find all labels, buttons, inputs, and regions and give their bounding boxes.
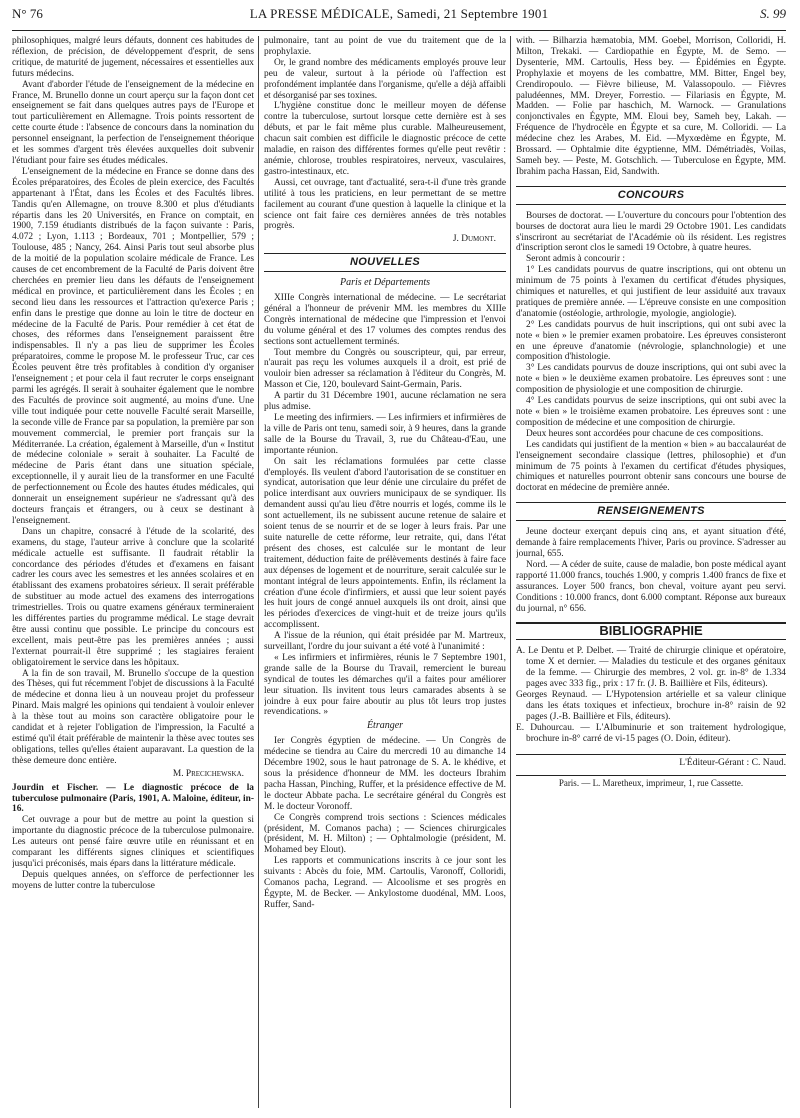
paragraph: philosophiques, malgré leurs défauts, donnent ces habitudes de réflexion, de précision, de développement d'esprit, de sens critique, de maturité de jugement, nécessaires et essentielles aux futurs médecins.: [12, 36, 254, 79]
column-3: [516, 36, 786, 1114]
section-heading-concours: CONCOURS: [516, 186, 786, 205]
paragraph: 3° Les candidats pourvus de douze inscriptions, qui ont subi avec la note « bien » le deuxième examen probatoire. Les épreuves sont : une composition de physiologie et une composition de chirurgie.: [516, 363, 786, 396]
paragraph: Bourses de doctorat. — L'ouverture du concours pour l'obtention des bourses de doctorat aura lieu le mardi 29 Octobre 1901. Les candidats s'inscriront au secrétariat de l'Académie où ils résident. Les registres d'inscription seront clos le samedi 19 Octobre, à quatre heures.: [516, 210, 786, 254]
paragraph: Depuis quelques années, on s'efforce de perfectionner les moyens de lutter contre la tuberculose: [12, 869, 254, 891]
column-1: [12, 36, 254, 1114]
paragraph: Cet ouvrage a pour but de mettre au point la question si importante du diagnostic précoce de la tuberculose pulmonaire. Les auteurs ont pensé faire œuvre utile en réunissant et en comparant les différents signes cliniques et scientifiques jusqu'ici préconisés, mais épars dans la littérature médicale.: [12, 815, 254, 869]
paragraph: 2° Les candidats pourvus de huit inscriptions, qui ont subi avec la note « bien » le premier examen probatoire. Les épreuves consisteront en une épreuve d'anatomie (névrologie, splanchnologie) et une composition d'histologie.: [516, 319, 786, 363]
paragraph: A l'issue de la réunion, qui était présidée par M. Martreux, surveillant, l'ordre du jour suivant a été voté à l'unanimité :: [264, 631, 506, 653]
header-number: N° 76: [12, 6, 43, 21]
page-header: [12, 0, 786, 31]
paragraph: Dans un chapitre, consacré à l'étude de la scolarité, des examens, du stage, l'auteur arrive à conclure que la scolarité médicale actuelle est suffisante. Il faudrait rétablir la concordance des périodes d'études et d'examens en faisant cadrer les cours avec les semestres et les années scolaires et en établissant des examens probatoires sérieux. Il serait préférable de substituer au mode actuel des examens des interrogations trimestrielles. Trois ou quatre examens généraux termineraient les différentes parties du programme médical. Le stage devrait être aussi continu que possible. Le principe du concours est excellent, mais peut-être pas les premières années ; aussi l'externat pourrait-il être supprimé ; les stagiaires feraient obligatoirement le service dans les hôpitaux.: [12, 526, 254, 668]
paragraph: Seront admis à concourir :: [526, 254, 625, 265]
paragraph: L'enseignement de la médecine en France se donne dans des Écoles préparatoires, des Écoles de plein exercice, des Facultés appartenant à l'État, dans les Écoles et des Facultés libres. Tandis qu'en Allemagne, on trouve 8.300 et plus d'étudiants répartis dans les 20 Universités, en France on comptait, en 1900, 7.159 étudiants distribués de la façon suivante : Paris, 4.072 ; Lyon, 1.113 ; Bordeaux, 701 ; Montpellier, 579 ; Toulouse, 485 ; Nancy, 264. Ainsi Paris tout seul absorbe plus de la moitié de la population scolaire médicale de France. Les causes de cet encombrement de la Faculté de Paris doivent être cherchées en premier lieu dans les défauts de l'enseignement médical en province, et particulièrement dans les Écoles ; en second lieu dans les ressources et l'attraction qu'exerce Paris ; enfin dans le prestige que donne au loin le titre de docteur en médecine de la Faculté de Paris. Pour remédier à cet état de choses, des réformes dans l'enseignement paraissent être indispensables. Il n'y a pas lieu de supprimer les Écoles préparatoires, comme le propose M. le professeur Truc, car ces Écoles peuvent être très profitables à condition d'y organiser l'enseignement ; et pour cela il faut recruter le corps enseignant parmi les agrégés. Il serait à souhaiter également que le nombre des Facultés de province soit augmenté, au moins d'une. Une ville tout indiquée pour cette nouvelle Faculté serait Marseille, la seconde ville de France par sa population, la première par son mouvement commercial, le premier port français sur la Méditerranée. La création, également à Marseille, d'un « Institut de médecine coloniale » serait à souhaiter. La Faculté de médecine de Paris étant dans une situation spéciale, exceptionnelle, il y aurait lieu de la transformer en une Faculté de perfectionnement ou École des hautes études médicales, qui donnerait un enseignement supérieur ne s'adressant qu'à des docteurs français et étrangers, ou à ceux se destinant à l'enseignement.: [12, 166, 254, 526]
paragraph: 4° Les candidats pourvus de seize inscriptions, qui ont subi avec la note « bien » le troisième examen probatoire. Les épreuves sont : une composition de médecine et une composition de chirurgie.: [516, 396, 786, 428]
bibliography-entry: E. Duhourcau. — L'Albuminurie et son traitement hydrologique, brochure in-8° carré de vi-15 pages (O. Doin, éditeur).: [516, 722, 786, 744]
paragraph: On sait les réclamations formulées par cette classe d'employés. Ils veulent d'abord l'autorisation de se constituer en syndicat, autorisation que leur dénie une circulaire du préfet de police interdisant aux ouvriers municipaux de se syndiquer. Ils demandent aussi qu'au lieu d'être nourris et logés, comme ils le sont actuellement, ils ne subissent aucune retenue de salaire et soient tenus de se nourrir et de se loger à leurs frais. Par une suite naturelle de cette réforme, leur retraite, qui, dans l'état présent des choses, est calculée sur le montant de leur traitement, déduction faite de prélèvements destinés à faire face aux dépenses de logement et de nourriture, serait calculée sur le montant intégral de leurs appointements. Enfin, ils réclament la création d'une école d'infirmiers, et aussi que leur soient payés les huit jours de congé annuel auxquels ils ont droit, ainsi que les périodes d'exercices de vingt-huit et de treize jours qu'ils accomplissent.: [264, 456, 506, 631]
column-rule: [258, 36, 259, 1108]
section-heading-bibliographie: BIBLIOGRAPHIE: [516, 622, 786, 640]
paragraph: A partir du 31 Décembre 1901, aucune réclamation ne sera plus admise.: [264, 391, 506, 413]
paragraph: 1° Les candidats pourvus de quatre inscriptions, qui ont obtenu un minimum de 75 points à l'examen du certificat d'études physiques, chimiques et naturelles, et qui justifient de leur assiduité aux travaux pratiques de première année. — L'épreuve consiste en une composition d'anatomie (ostéologie, arthrologie, myologie, angiologie).: [516, 265, 786, 319]
paragraph: Avant d'aborder l'étude de l'enseignement de la médecine en France, M. Brunello donne un court aperçu sur la façon dont cet enseignement se fait dans quelques autres pays de l'Europe et tout particulièrement en Allemagne. Trois points ressortent de cette courte étude : l'absence de concours dans la nomination du personnel enseignant, la perfection de l'enseignement théorique et les sommes d'argent très élevées auxquelles doit subvenir l'étudiant pour faire ses études médicales.: [12, 79, 254, 166]
section-heading-renseignements: RENSEIGNEMENTS: [516, 502, 786, 521]
column-2: [264, 36, 506, 1114]
paragraph: Les rapports et communications inscrits à ce jour sont les suivants : Abcès du foie, MM. Cartoulis, Varonoff, Colloridi, Comanos pacha, Legrand. — Alcoolisme et ses progrès en Égypte, M. de Becker. — Ankylostome duodénal, MM. Loos, Ruffer, Sand-: [264, 856, 506, 910]
paragraph: Les candidats qui justifient de la mention « bien » au baccalauréat de l'enseignement secondaire classique (lettres, philosophie) et d'un minimum de 75 points à l'examen du certificat d'études physiques, chimiques et naturelles pourront obtenir sans concours une bourse de doctorat en médecine de première année.: [516, 439, 786, 494]
signature: J. Dumont.: [452, 234, 496, 245]
paragraph: Or, le grand nombre des médicaments employés prouve leur peu de valeur, surtout à la période où l'affection est profondément implantée dans l'organisme, qu'elle a déjà affaibli et désorganisé par ses toxines.: [264, 57, 506, 101]
header-title: LA PRESSE MÉDICALE, Samedi, 21 Septembre 1901: [249, 6, 549, 21]
bibliography-entry: A. Le Dentu et P. Delbet. — Traité de chirurgie clinique et opératoire, tome X et dernier. — Maladies du testicule et des organes génitaux de la femme. — Chirurgie des membres, 2 vol. gr. in-8° de 1.334 pages avec 333 fig., prix : 17 fr. (J. B. Baillière et Fils, éditeurs).: [516, 646, 786, 690]
paragraph: pulmonaire, tant au point de vue du traitement que de la prophylaxie.: [264, 36, 506, 57]
paragraph: A la fin de son travail, M. Brunello s'occupe de la question des Thèses, qui fut récemment l'objet de discussions à la Faculté de médecine et donna lieu à un nouveau projet du professeur Pinard. Mais malgré les opinions qui tendaient à vouloir enlever à la thèse tout au moins son caractère obligatoire pour le candidat et à rejeter l'obligation de l'impression, la Faculté a estimé qu'il était préférable de maintenir la thèse avec toutes ses obligations, telles qu'elles étaient auparavant. La question de la thèse demeure donc entière.: [12, 668, 254, 766]
paragraph: Jeune docteur exerçant depuis cinq ans, et ayant situation d'été, demande à faire remplacements l'hiver, Paris ou province. S'adresser au journal, 655.: [516, 527, 786, 559]
paragraph: with. — Bilharzia hæmatobia, MM. Goebel, Morrison, Colloridi, H. Milton, Trekaki. — Cardiopathie en Égypte, M. de Semo. — Dysenterie, MM. Cartoulis, Hess bey. — Épidémies en Égypte. Prophylaxie et moyens de les combattre, MM. Bitter, Engel bey, Crendiropoulo. — Fièvre bilieuse, M. Valassopoulo. — Fièvres paludéennes, MM. Dreyer, Forrestio. — Filariasis en Égypte, M. Madden. — Folie par haschich, M. Warnock. — Granulations conjonctivales en Égypte, MM. Eloui bey, Sameh bey, Lakah. — Fréquence de l'hydrocèle en Égypte et sa cure, M. Colloridi. — La médecine chez les Arabes, M. Eid. —Myxœdème en Égypte, M. Brossard. — Ophtalmie dite égyptienne, MM. Démétriadès, Voilas, Sameh bey. — Peste, M. Gotschlich. — Tuberculose en Égypte, MM. Ibrahim pacha Hassan, Eid, Sandwith.: [516, 36, 786, 177]
paragraph: Tout membre du Congrès ou souscripteur, qui, par erreur, n'aurait pas reçu les volumes auxquels il a droit, est prié de vouloir bien adresser sa réclamation à l'éditeur du Congrès, M. Masson et Cie, 120, boulevard Saint-Germain, Paris.: [264, 347, 506, 391]
printer-line: Paris. — L. Maretheux, imprimeur, 1, rue Cassette.: [516, 775, 786, 789]
paragraph: L'hygiène constitue donc le meilleur moyen de défense contre la tuberculose, surtout lorsque cette dernière est à ses débuts, et par le fait même plus curable. Malheureusement, chacun sait combien est difficile le diagnostic précoce de cette maladie, en raison des différentes formes qu'elle peut revêtir : anémie, chlorose, troubles respiratoires, nerveux, vasculaires, gastro-intestinaux, etc.: [264, 101, 506, 177]
header-page: S. 99: [760, 6, 786, 21]
paragraph: Nord. — A céder de suite, cause de maladie, bon poste médical ayant rapporté 11.000 francs, touchés 1.900, y compris 1.400 francs de fixe et assurances. Loyer 500 francs, bon cheval, voiture ayant peu servi. Conditions : 10.000 francs, dont 6.000 comptant. Réponse aux bureaux du journal, n° 656.: [516, 559, 786, 614]
paragraph: Ier Congrès égyptien de médecine. — Un Congrès de médecine se tiendra au Caire du mercredi 10 au dimanche 14 Décembre 1902, sous le haut patronage de S. A. le khédive, et sous la présidence d'honneur de MM. les docteurs Ibrahim pacha Hassan, Pinching, Ruffer, et la présidence effective de M. le docteur Abbate pacha. Le secrétaire général du Congrès est M. le docteur Voronoff.: [264, 736, 506, 812]
paragraph: Deux heures sont accordées pour chacune de ces compositions.: [526, 428, 764, 439]
bibliography-entry: Georges Reynaud. — L'Hypotension artérielle et sa valeur clinique dans les états toxiques et infectieux, brochure in-8° raisin de 92 pages (J.-B. Baillière et Fils, éditeurs).: [516, 689, 786, 722]
column-rule: [510, 36, 511, 1108]
paragraph: « Les infirmiers et infirmières, réunis le 7 Septembre 1901, grande salle de la Bourse du Travail, remercient le bureau syndical de toutes les démarches qu'il a faites pour améliorer leur situation. Ils invitent tous leurs camarades absents à se joindre à eux pour faire aboutir au plus tôt leurs trop justes revendications. »: [264, 652, 506, 718]
subsection-heading: Paris et Départements: [340, 277, 430, 289]
paragraph: Le meeting des infirmiers. — Les infirmiers et infirmières de la ville de Paris ont tenu, samedi soir, à 9 heures, dans la grande salle de la Bourse du Travail, 3, rue du Château-d'Eau, une importante réunion.: [264, 413, 506, 456]
paragraph: Aussi, cet ouvrage, tant d'actualité, sera-t-il d'une très grande utilité à tous les praticiens, en leur permettant de se mettre facilement au courant d'une question à laquelle la clinique et la science ont fait faire ces dernières années de très notables progrès.: [264, 177, 506, 232]
editor-signature: L'Éditeur-Gérant : C. Naud.: [516, 754, 786, 769]
paragraph: XIIIe Congrès international de médecine. — Le secrétariat général a l'honneur de prévenir MM. les membres du XIIIe Congrès international de médecine que l'impression et l'envoi du volume général et des 17 volumes des comptes rendus des sections sont actuellement terminés.: [264, 293, 506, 347]
subsection-heading: Étranger: [366, 720, 404, 732]
review-title: Jourdin et Fischer. — Le diagnostic précoce de la tuberculose pulmonaire (Paris, 1901, A. Maloine, éditeur, in-16.: [12, 782, 254, 815]
section-heading-nouvelles: NOUVELLES: [264, 253, 506, 272]
paragraph: Ce Congrès comprend trois sections : Sciences médicales (président, M. Comanos pacha) ; — Sciences chirurgicales (président, M. H. Milton) ; — Ophtalmologie (président, M. Mohamed bey Elout).: [264, 812, 506, 856]
signature: M. Precichewska.: [172, 768, 244, 779]
